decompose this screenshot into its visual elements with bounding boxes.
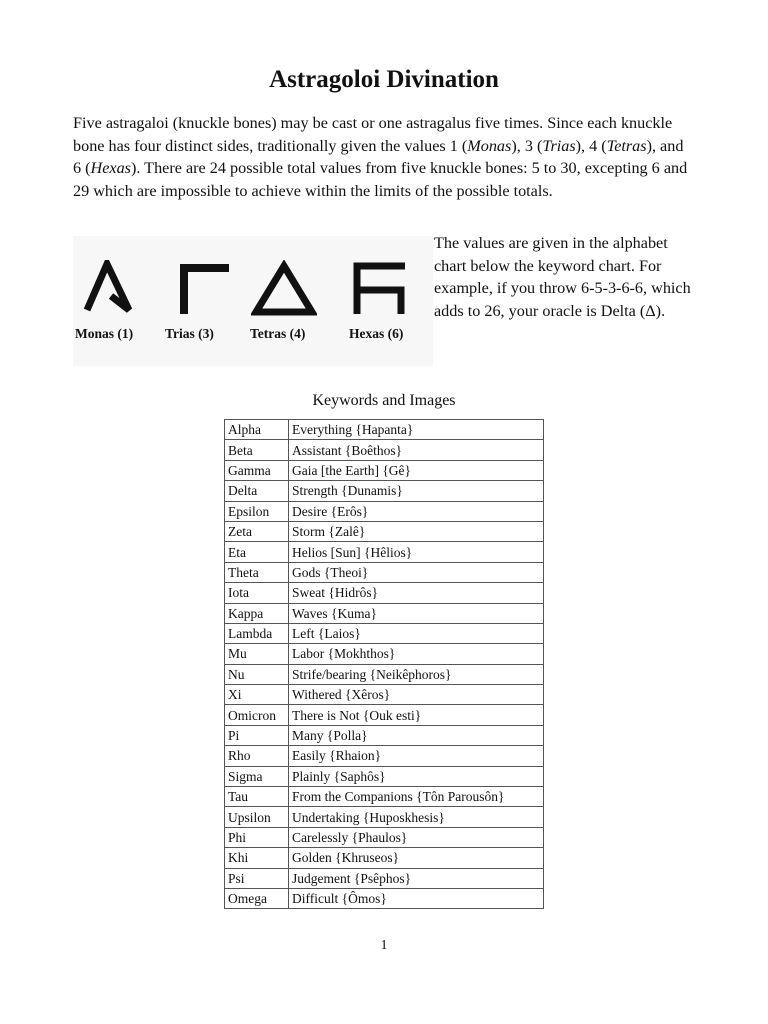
keyword-cell: Desire {Erôs}: [289, 501, 544, 521]
table-caption: Keywords and Images: [312, 392, 456, 409]
table-row: [225, 562, 544, 582]
symbol-label: Trias (3): [165, 326, 214, 341]
letter-cell: Pi: [225, 725, 289, 745]
letter-cell: Upsilon: [225, 807, 289, 827]
letter-cell: Khi: [225, 848, 289, 868]
letter-cell: Epsilon: [225, 501, 289, 521]
intro-hexas: Hexas: [90, 159, 131, 177]
intro-text: ), and 6 (: [73, 136, 684, 177]
keyword-cell: Golden {Khruseos}: [289, 848, 544, 868]
letter-cell: Delta: [225, 481, 289, 501]
table-row: [225, 583, 544, 603]
symbol-label: Hexas (6): [349, 326, 404, 341]
intro-text: ), 4 (: [575, 136, 607, 155]
letter-cell: Omega: [225, 888, 289, 908]
table-row: [225, 420, 544, 440]
letter-cell: Tau: [225, 787, 289, 807]
example-paragraph: The values are given in the alphabet chart below the keyword chart. For example, if you throw 6-5-3-6-6, which adds to 26, your oracle is Delta (Δ).: [434, 234, 691, 320]
keyword-cell: Carelessly {Phaulos}: [289, 827, 544, 847]
keyword-cell: Everything {Hapanta}: [289, 420, 544, 440]
intro-tetras: Tetras: [606, 136, 647, 155]
table-row: [225, 848, 544, 868]
letter-cell: Beta: [225, 440, 289, 460]
keyword-cell: Easily {Rhaion}: [289, 746, 544, 766]
tetras-icon: [251, 260, 317, 316]
table-row: [225, 766, 544, 786]
table-row: [225, 603, 544, 623]
keyword-cell: Assistant {Boêthos}: [289, 440, 544, 460]
table-row: [225, 685, 544, 705]
intro-text: ). There are 24 possible total values from five knuckle bones: 5 to 30, excepting 6 and 29 which are impossible to achieve within the limits of the possible totals.: [73, 159, 688, 200]
table-row: [225, 501, 544, 521]
table-row: [225, 623, 544, 643]
keyword-cell: Gods {Theoi}: [289, 562, 544, 582]
letter-cell: Mu: [225, 644, 289, 664]
table-row: [225, 787, 544, 807]
astragalus-symbols-figure: [73, 236, 433, 366]
keyword-cell: Difficult {Ômos}: [289, 888, 544, 908]
letter-cell: Gamma: [225, 460, 289, 480]
table-row: [225, 725, 544, 745]
keyword-cell: Left {Laios}: [289, 623, 544, 643]
keyword-cell: Undertaking {Huposkhesis}: [289, 807, 544, 827]
table-row: [225, 827, 544, 847]
keyword-cell: Gaia [the Earth] {Gê}: [289, 460, 544, 480]
letter-cell: Lambda: [225, 623, 289, 643]
keyword-cell: Waves {Kuma}: [289, 603, 544, 623]
letter-cell: Rho: [225, 746, 289, 766]
letter-cell: Omicron: [225, 705, 289, 725]
keyword-cell: Storm {Zalê}: [289, 521, 544, 541]
keyword-cell: Helios [Sun] {Hêlios}: [289, 542, 544, 562]
table-row: [225, 521, 544, 541]
page-title: Astragoloi Divination: [269, 66, 499, 93]
keyword-cell: Judgement {Psêphos}: [289, 868, 544, 888]
trias-icon: [173, 260, 233, 316]
letter-cell: Psi: [225, 868, 289, 888]
keyword-cell: Sweat {Hidrôs}: [289, 583, 544, 603]
keywords-table: [224, 419, 544, 909]
hexas-icon: [349, 260, 409, 316]
letter-cell: Theta: [225, 562, 289, 582]
table-row: [225, 440, 544, 460]
keyword-cell: Labor {Mokhthos}: [289, 644, 544, 664]
letter-cell: Nu: [225, 664, 289, 684]
letter-cell: Kappa: [225, 603, 289, 623]
table-row: [225, 542, 544, 562]
keyword-cell: Strife/bearing {Neikêphoros}: [289, 664, 544, 684]
keyword-cell: Many {Polla}: [289, 725, 544, 745]
intro-text: Five astragaloi (knuckle bones) may be cast or one astragalus five times. Since each knuckle bone has four distinct sides, traditionally given the values 1 (: [73, 114, 673, 155]
table-row: [225, 868, 544, 888]
intro-text: ), 3 (: [511, 136, 543, 155]
letter-cell: Phi: [225, 827, 289, 847]
table-row: [225, 705, 544, 725]
table-row: [225, 664, 544, 684]
page-number: 1: [380, 938, 388, 953]
letter-cell: Eta: [225, 542, 289, 562]
table-row: [225, 460, 544, 480]
intro-monas: Monas: [467, 136, 512, 155]
letter-cell: Zeta: [225, 521, 289, 541]
keyword-cell: Plainly {Saphôs}: [289, 766, 544, 786]
table-row: [225, 807, 544, 827]
keyword-cell: There is Not {Ouk esti}: [289, 705, 544, 725]
letter-cell: Xi: [225, 685, 289, 705]
letter-cell: Alpha: [225, 420, 289, 440]
keyword-cell: Withered {Xêros}: [289, 685, 544, 705]
letter-cell: Sigma: [225, 766, 289, 786]
table-row: [225, 746, 544, 766]
table-row: [225, 644, 544, 664]
table-row: [225, 481, 544, 501]
monas-icon: [81, 260, 135, 316]
table-row: [225, 888, 544, 908]
keyword-cell: From the Companions {Tôn Parousôn}: [289, 787, 544, 807]
symbol-label: Tetras (4): [250, 326, 306, 341]
letter-cell: Iota: [225, 583, 289, 603]
intro-trias: Trias: [542, 136, 576, 155]
keyword-cell: Strength {Dunamis}: [289, 481, 544, 501]
symbol-label: Monas (1): [75, 326, 134, 341]
intro-paragraph: [73, 112, 695, 202]
